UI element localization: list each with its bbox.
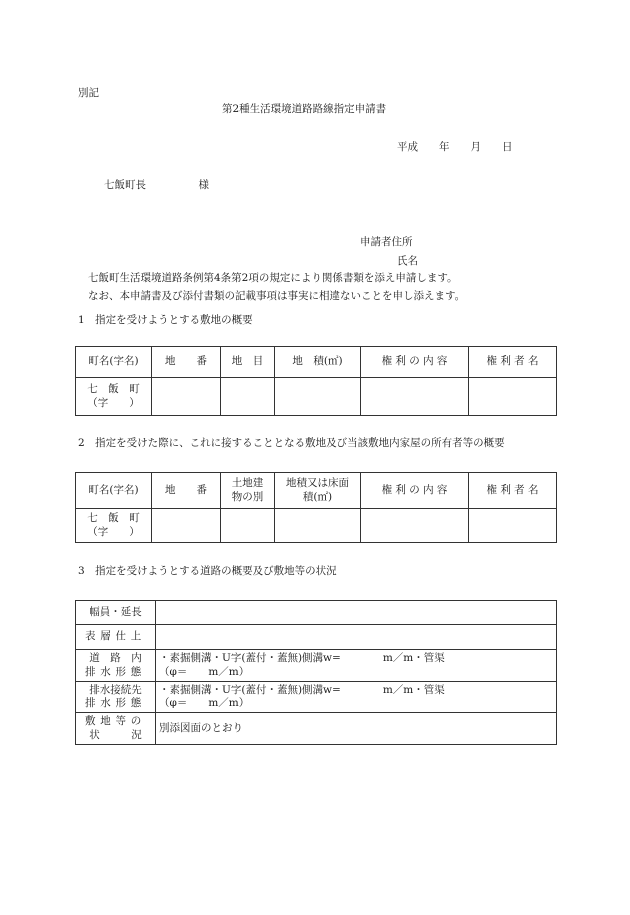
s1-area-value[interactable] xyxy=(275,378,361,416)
s3-road-drain-label xyxy=(76,650,156,682)
s2-col-town: 町名(字名) xyxy=(76,473,152,509)
s2-col-rights: 権 利 の 内 容 xyxy=(361,473,469,509)
s1-col-area: 地 積(㎡) xyxy=(275,347,361,378)
statement-line-1: 七飯町生活環境道路条例第4条第2項の規定により関係書類を添え申請します。 xyxy=(88,272,458,284)
s3-width-length-label: 幅員・延長 xyxy=(76,601,156,625)
s1-col-rights: 権 利 の 内 容 xyxy=(361,347,469,378)
s1-town-cell xyxy=(76,378,152,416)
date-line: 平成 年 月 日 xyxy=(397,141,513,153)
s2-col-area: 地積又は床面 積(㎡) xyxy=(275,473,361,509)
section2-heading: 2 指定を受けた際に、これに接することとなる敷地及び当該敷地内家屋の所有者等の概要 xyxy=(78,437,505,449)
s3-connection-line1: ・素掘側溝・U字(蓋付・蓋無)側溝w= m／m・管渠 xyxy=(159,683,445,696)
s3-connection-label-a: 排水接続先 xyxy=(89,683,142,696)
s3-road-drain-label-b: 排水形態 xyxy=(85,665,146,678)
s2-town-cell xyxy=(76,509,152,543)
s2-lot-value[interactable] xyxy=(152,509,221,543)
section3-heading: 3 指定を受けようとする道路の概要及び敷地等の状況 xyxy=(78,565,337,577)
s3-site-value: 別添図面のとおり xyxy=(156,713,557,745)
s3-connection-value xyxy=(156,682,557,713)
s2-holder-value[interactable] xyxy=(469,509,557,543)
s3-connection-line2: （φ＝ m／m） xyxy=(159,697,250,709)
s1-col-holder: 権 利 者 名 xyxy=(469,347,557,378)
s2-col-land-building: 土地建物の別 xyxy=(221,473,275,509)
s3-surface-label: 表層仕上 xyxy=(76,625,156,650)
s2-area-value[interactable] xyxy=(275,509,361,543)
appendix-label: 別記 xyxy=(78,87,99,99)
s3-surface-value[interactable] xyxy=(156,625,557,650)
s1-col-town: 町名(字名) xyxy=(76,347,152,378)
s2-rights-value[interactable] xyxy=(361,509,469,543)
s2-col-holder: 権 利 者 名 xyxy=(469,473,557,509)
s1-lot-value[interactable] xyxy=(152,378,221,416)
applicant-address-label: 申請者住所 xyxy=(360,236,413,248)
s1-holder-value[interactable] xyxy=(469,378,557,416)
s3-site-label xyxy=(76,713,156,745)
s3-road-drain-value xyxy=(156,650,557,682)
section1-table xyxy=(75,346,557,416)
s1-category-value[interactable] xyxy=(221,378,275,416)
addressee: 七飯町長 様 xyxy=(104,179,209,191)
applicant-name-label: 氏名 xyxy=(397,255,418,267)
section1-heading: 1 指定を受けようとする敷地の概要 xyxy=(78,314,253,326)
s2-category-value[interactable] xyxy=(221,509,275,543)
document-title: 第2種生活環境道路路線指定申請書 xyxy=(222,103,387,115)
s2-town-name: 七 飯 町 xyxy=(87,512,140,525)
s3-width-length-value[interactable] xyxy=(156,601,557,625)
s3-connection-label-b: 排水形態 xyxy=(85,697,146,709)
s2-col-lot: 地 番 xyxy=(152,473,221,509)
s3-site-label-a: 敷地等の xyxy=(85,715,146,728)
statement-line-2: なお、本申請書及び添付書類の記載事項は事実に相違ないことを申し添えます。 xyxy=(88,290,466,302)
s1-aza: （字 ） xyxy=(87,396,140,409)
section3-table xyxy=(75,600,557,745)
s3-road-drain-label-a: 道 路 内 xyxy=(89,652,142,665)
s1-town-name: 七 飯 町 xyxy=(87,383,140,396)
s3-road-drain-line1: ・素掘側溝・U字(蓋付・蓋無)側溝w= m／m・管渠 xyxy=(159,652,445,665)
s1-col-lot: 地 番 xyxy=(152,347,221,378)
s3-road-drain-line2: （φ＝ m／m） xyxy=(159,665,250,678)
s3-site-label-b: 状 況 xyxy=(89,728,142,741)
section2-table xyxy=(75,472,557,543)
s1-rights-value[interactable] xyxy=(361,378,469,416)
s2-aza: （字 ） xyxy=(87,525,140,538)
s3-connection-label xyxy=(76,682,156,713)
s1-col-category: 地 目 xyxy=(221,347,275,378)
